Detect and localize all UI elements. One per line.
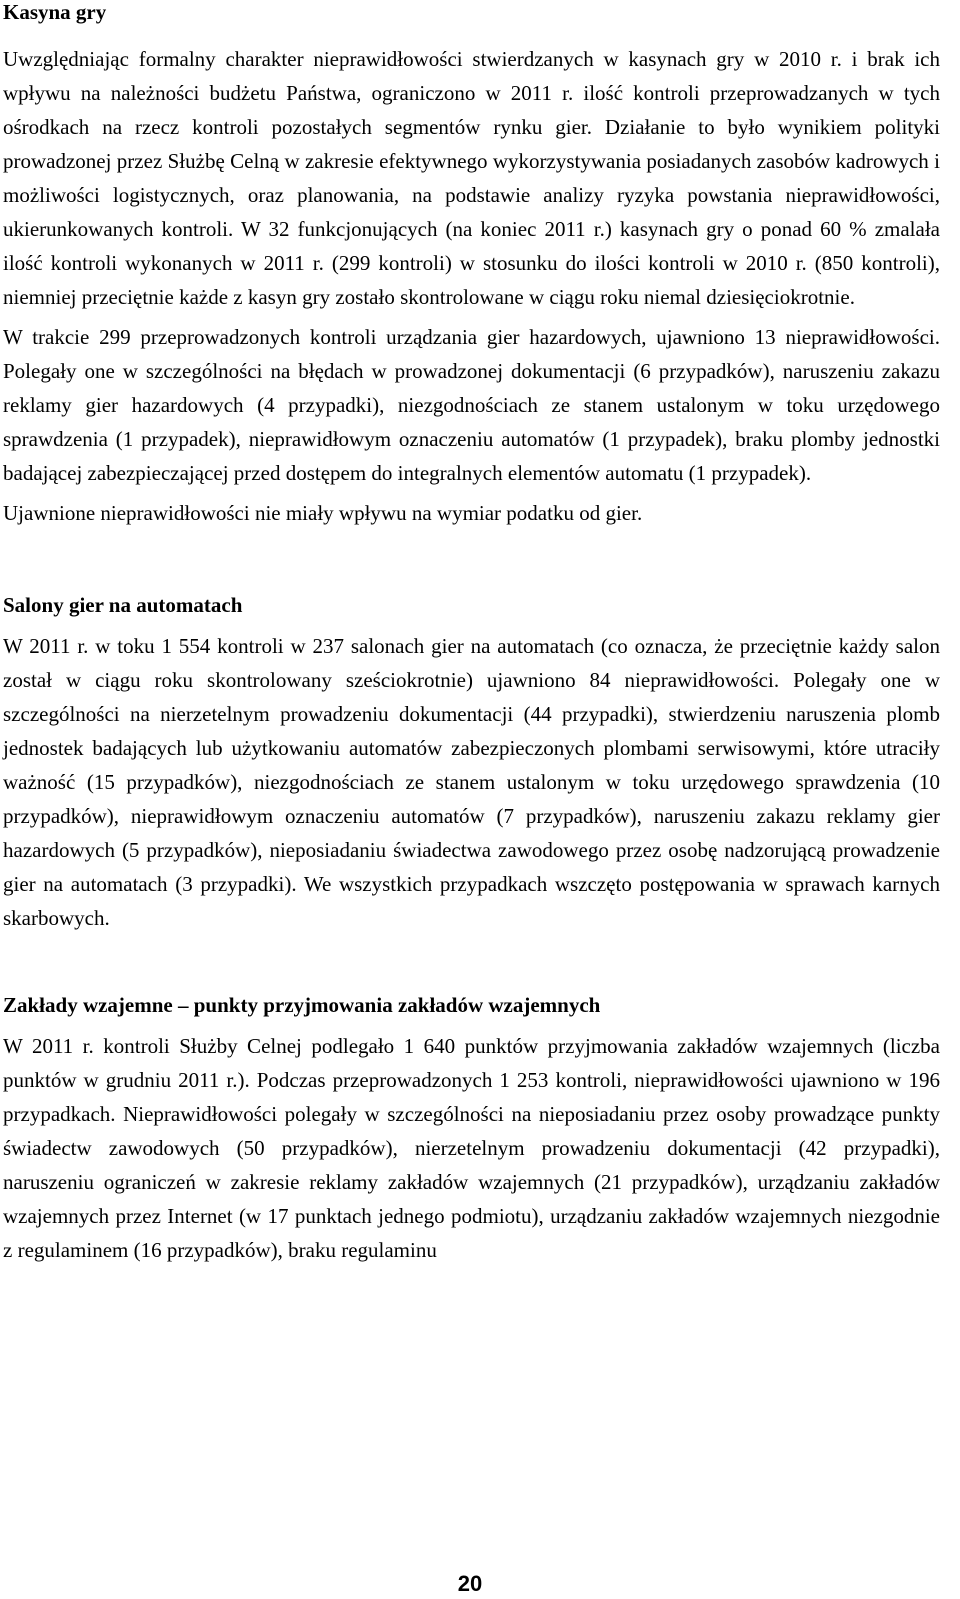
document-body xyxy=(3,0,940,1267)
paragraph-kasyna-2: W trakcie 299 przeprowadzonych kontroli urządzania gier hazardowych, ujawniono 13 nieprawidłowości. Polegały one w szczególności na błędach w prowadzonej dokumentacji (6 przypadków), naruszeniu zakazu reklamy gier hazardowych (4 przypadki), niezgodnościach ze stanem ustalonym w toku urzędowego sprawdzenia (1 przypadek), nieprawidłowym oznaczeniu automatów (1 przypadek), braku plomby jednostki badającej zabezpieczającej przed dostępem do integralnych elementów automatu (1 przypadek). xyxy=(3,325,940,485)
section-heading-zaklady: Zakłady wzajemne – punkty przyjmowania zakładów wzajemnych xyxy=(3,993,601,1017)
paragraph-kasyna-3: Ujawnione nieprawidłowości nie miały wpływu na wymiar podatku od gier. xyxy=(3,501,643,525)
page-number: 20 xyxy=(457,1571,483,1596)
paragraph-salony-1: W 2011 r. w toku 1 554 kontroli w 237 salonach gier na automatach (co oznacza, że przeciętnie każdy salon został w ciągu roku skontrolowany sześciokrotnie) ujawniono 84 nieprawidłowości. Polegały one w szczególności na nierzetelnym prowadzeniu dokumentacji (44 przypadki), stwierdzeniu naruszenia plomb jednostek badających lub użytkowaniu automatów zabezpieczonych plombami serwisowymi, które utraciły ważność (15 przypadków), niezgodnościach ze stanem ustalonym w toku urzędowego sprawdzenia (10 przypadków), nieprawidłowym oznaczeniu automatów (7 przypadków), naruszeniu zakazu reklamy gier hazardowych (5 przypadków), nieposiadaniu świadectwa zawodowego przez osobę nadzorującą prowadzenie gier na automatach (3 przypadki). We wszystkich przypadkach wszczęto postępowania w sprawach karnych skarbowych. xyxy=(3,634,940,930)
paragraph-zaklady-1: W 2011 r. kontroli Służby Celnej podlegało 1 640 punktów przyjmowania zakładów wzajemnych (liczba punktów w grudniu 2011 r.). Podczas przeprowadzonych 1 253 kontroli, nieprawidłowości ujawniono w 196 przypadkach. Nieprawidłowości polegały w szczególności na nieposiadaniu przez osoby prowadzące punkty świadectw zawodowych (50 przypadków), nierzetelnym prowadzeniu dokumentacji (42 przypadki), naruszeniu ograniczeń w zakresie reklamy zakładów wzajemnych (21 przypadków), urządzaniu zakładów wzajemnych przez Internet (w 17 punktach jednego podmiotu), urządzaniu zakładów wzajemnych niezgodnie z regulaminem (16 przypadków), braku regulaminu xyxy=(3,1034,940,1262)
section-heading-salony: Salony gier na automatach xyxy=(3,593,243,617)
paragraph-kasyna-1: Uwzględniając formalny charakter nieprawidłowości stwierdzanych w kasynach gry w 2010 r. i brak ich wpływu na należności budżetu Państwa, ograniczono w 2011 r. ilość kontroli przeprowadzanych w tych ośrodkach na rzecz kontroli pozostałych segmentów rynku gier. Działanie to było wynikiem polityki prowadzonej przez Służbę Celną w zakresie efektywnego wykorzystywania posiadanych zasobów kadrowych i możliwości logistycznych, oraz planowania, na podstawie analizy ryzyka powstania nieprawidłowości, ukierunkowanych kontroli. W 32 funkcjonujących (na koniec 2011 r.) kasynach gry o ponad 60 % zmalała ilość kontroli wykonanych w 2011 r. (299 kontroli) w stosunku do ilości kontroli w 2010 r. (850 kontroli), niemniej przeciętnie każde z kasyn gry zostało skontrolowane w ciągu roku niemal dziesięciokrotnie. xyxy=(3,47,940,309)
section-heading-kasyna: Kasyna gry xyxy=(3,0,107,24)
